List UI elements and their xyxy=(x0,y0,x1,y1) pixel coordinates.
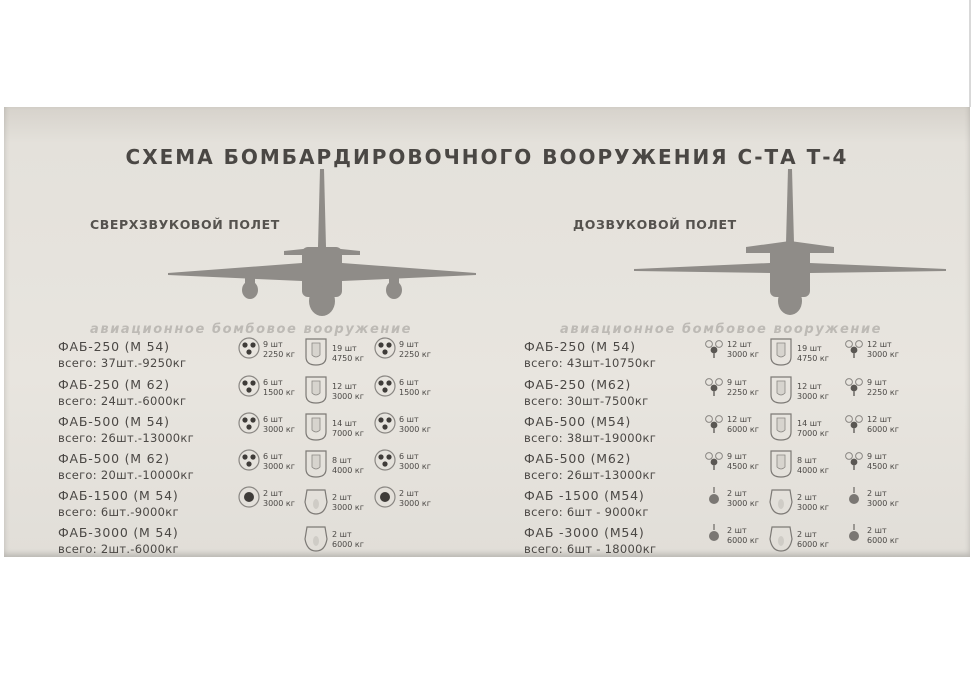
bomb-count: 6 шт xyxy=(263,378,283,387)
bomb-count: 12 шт xyxy=(867,415,892,424)
bomb-mass: 6000 кг xyxy=(332,540,364,549)
bomb-load-text xyxy=(867,415,899,435)
bomb-row-label xyxy=(58,488,179,519)
aircraft-subsonic-icon xyxy=(632,169,948,319)
fuselage-bay-icon xyxy=(768,449,794,483)
bomb-load-text xyxy=(727,340,759,360)
bomb-load-cell xyxy=(238,375,295,401)
bomb-load-text xyxy=(867,526,899,546)
bomb-load-cell xyxy=(768,486,829,520)
bomb-mass: 4000 кг xyxy=(332,466,364,475)
pylon-cluster-icon xyxy=(704,412,724,438)
bomb-mass: 3000 кг xyxy=(399,462,431,471)
right-section-title: авиационное бомбовое вооружение xyxy=(560,322,883,337)
bomb-load-cell xyxy=(374,375,431,401)
bomb-load-cell xyxy=(374,412,431,438)
bomb-mass: 3000 кг xyxy=(867,350,899,359)
bomb-type: ФАБ-500 (М 54) xyxy=(58,414,170,429)
bomb-load-text xyxy=(399,415,431,435)
bomb-count: 2 шт xyxy=(399,489,419,498)
bomb-count: 9 шт xyxy=(727,452,747,461)
bomb-row-label xyxy=(524,488,649,519)
bomb-load-cell xyxy=(768,412,829,446)
bomb-mass: 1500 кг xyxy=(399,388,431,397)
bomb-total: всего: 38шт-19000кг xyxy=(524,431,657,445)
bomb-count: 2 шт xyxy=(867,489,887,498)
bomb-row-label xyxy=(58,525,179,556)
bomb-load-cell xyxy=(844,375,899,401)
bomb-load-cell xyxy=(844,337,899,363)
bomb-count: 2 шт xyxy=(797,530,817,539)
bomb-row-label xyxy=(58,377,186,408)
bomb-mass: 4500 кг xyxy=(867,462,899,471)
bomb-mass: 3000 кг xyxy=(263,425,295,434)
bomb-load-text xyxy=(332,382,364,402)
bomb-mass: 3000 кг xyxy=(332,392,364,401)
pylon-cluster-icon xyxy=(844,375,864,401)
bomb-count: 8 шт xyxy=(797,456,817,465)
triple-cluster-icon xyxy=(374,337,396,363)
bomb-mass: 7000 кг xyxy=(332,429,364,438)
bomb-mass: 4750 кг xyxy=(332,354,364,363)
bomb-load-text xyxy=(263,340,295,360)
bomb-mass: 3000 кг xyxy=(399,425,431,434)
bomb-load-text xyxy=(727,452,759,472)
bomb-total: всего: 43шт-10750кг xyxy=(524,356,657,370)
photo-sheet xyxy=(4,107,970,557)
bomb-row-label xyxy=(58,414,194,445)
bomb-count: 14 шт xyxy=(332,419,357,428)
bomb-mass: 6000 кг xyxy=(797,540,829,549)
pylon-cluster-icon xyxy=(844,337,864,363)
fuselage-bay-icon xyxy=(303,412,329,446)
bomb-load-cell xyxy=(303,412,364,446)
bomb-total: всего: 30шт-7500кг xyxy=(524,394,649,408)
bomb-total: всего: 6шт - 9000кг xyxy=(524,505,649,519)
bomb-load-text xyxy=(332,456,364,476)
bomb-mass: 4500 кг xyxy=(727,462,759,471)
bomb-count: 9 шт xyxy=(263,340,283,349)
bomb-load-text xyxy=(797,493,829,513)
bomb-load-text xyxy=(797,344,829,364)
bomb-load-text xyxy=(727,378,759,398)
bomb-type: ФАБ-1500 (М 54) xyxy=(58,488,179,503)
bomb-load-cell xyxy=(704,486,759,512)
bomb-load-text xyxy=(332,493,364,513)
pylon-single-icon xyxy=(844,523,864,549)
bomb-row-label xyxy=(524,377,648,408)
bomb-count: 6 шт xyxy=(399,378,419,387)
left-section-title: авиационное бомбовое вооружение xyxy=(90,322,413,337)
pylon-cluster-icon xyxy=(704,449,724,475)
fuselage-bay-icon xyxy=(303,375,329,409)
bomb-row-label xyxy=(524,414,656,445)
bomb-count: 6 шт xyxy=(263,415,283,424)
bomb-total: всего: 26шт.-13000кг xyxy=(58,431,195,445)
bomb-load-text xyxy=(797,456,829,476)
aircraft-supersonic-icon xyxy=(162,169,482,319)
bomb-load-text xyxy=(399,340,431,360)
bomb-mass: 3000 кг xyxy=(797,392,829,401)
bomb-load-text xyxy=(727,415,759,435)
triple-cluster-icon xyxy=(374,412,396,438)
bomb-row-label xyxy=(524,339,656,370)
bomb-load-cell xyxy=(238,412,295,438)
bomb-load-cell xyxy=(238,449,295,475)
bomb-load-text xyxy=(332,344,364,364)
bomb-mass: 4000 кг xyxy=(797,466,829,475)
bomb-load-text xyxy=(797,382,829,402)
fuselage-bay-icon xyxy=(768,337,794,371)
bomb-count: 2 шт xyxy=(263,489,283,498)
fuselage-bay-icon xyxy=(768,412,794,446)
bomb-count: 19 шт xyxy=(797,344,822,353)
bomb-mass: 1500 кг xyxy=(263,388,295,397)
fuselage-round-icon xyxy=(303,523,329,557)
bomb-load-cell xyxy=(768,375,829,409)
bomb-load-text xyxy=(399,489,431,509)
bomb-load-cell xyxy=(303,523,364,557)
fuselage-bay-icon xyxy=(303,449,329,483)
bomb-type: ФАБ-250 (М 54) xyxy=(524,339,636,354)
bomb-load-cell xyxy=(768,449,829,483)
bomb-count: 9 шт xyxy=(399,340,419,349)
bomb-mass: 6000 кг xyxy=(727,536,759,545)
triple-cluster-icon xyxy=(374,375,396,401)
bomb-total: всего: 2шт.-6000кг xyxy=(58,542,179,556)
bomb-mass: 3000 кг xyxy=(263,499,295,508)
bomb-mass: 3000 кг xyxy=(263,462,295,471)
bomb-load-text xyxy=(263,415,295,435)
bomb-count: 2 шт xyxy=(727,489,747,498)
bomb-type: ФАБ-3000 (М 54) xyxy=(58,525,179,540)
bomb-count: 6 шт xyxy=(399,452,419,461)
bomb-count: 2 шт xyxy=(797,493,817,502)
bomb-type: ФАБ-250 (М62) xyxy=(524,377,632,392)
bomb-load-text xyxy=(867,340,899,360)
bomb-mass: 3000 кг xyxy=(867,499,899,508)
pylon-cluster-icon xyxy=(704,337,724,363)
bomb-load-text xyxy=(727,526,759,546)
bomb-load-text xyxy=(727,489,759,509)
bomb-load-text xyxy=(399,378,431,398)
triple-cluster-icon xyxy=(238,449,260,475)
bomb-total: всего: 6шт - 18000кг xyxy=(524,542,657,556)
bomb-type: ФАБ-500 (М 62) xyxy=(58,451,170,466)
bomb-count: 6 шт xyxy=(263,452,283,461)
bomb-count: 12 шт xyxy=(867,340,892,349)
bomb-load-text xyxy=(332,419,364,439)
flight-mode-supersonic: СВЕРХЗВУКОВОЙ ПОЛЕТ xyxy=(90,217,280,232)
bomb-load-text xyxy=(263,489,295,509)
bomb-load-cell xyxy=(768,523,829,557)
bomb-load-cell xyxy=(704,523,759,549)
bomb-total: всего: 20шт.-10000кг xyxy=(58,468,195,482)
triple-cluster-icon xyxy=(238,375,260,401)
bomb-type: ФАБ-250 (М 62) xyxy=(58,377,170,392)
bomb-load-cell xyxy=(303,337,364,371)
bomb-mass: 3000 кг xyxy=(797,503,829,512)
bomb-load-cell xyxy=(844,449,899,475)
fuselage-bay-icon xyxy=(303,337,329,371)
bomb-count: 9 шт xyxy=(867,378,887,387)
bomb-mass: 4750 кг xyxy=(797,354,829,363)
bomb-load-cell xyxy=(844,523,899,549)
bomb-count: 8 шт xyxy=(332,456,352,465)
bomb-load-cell xyxy=(303,449,364,483)
bomb-mass: 3000 кг xyxy=(727,350,759,359)
bomb-load-text xyxy=(263,378,295,398)
bomb-type: ФАБ -3000 (М54) xyxy=(524,525,645,540)
pylon-single-icon xyxy=(844,486,864,512)
bomb-count: 2 шт xyxy=(867,526,887,535)
bomb-total: всего: 37шт.-9250кг xyxy=(58,356,187,370)
flight-mode-subsonic: ДОЗВУКОВОЙ ПОЛЕТ xyxy=(573,217,737,232)
bomb-load-cell xyxy=(238,486,295,512)
bomb-load-text xyxy=(332,530,364,550)
bomb-load-cell xyxy=(704,375,759,401)
bomb-load-cell xyxy=(704,337,759,363)
single-bomb-icon xyxy=(374,486,396,512)
pylon-single-icon xyxy=(704,523,724,549)
bomb-mass: 6000 кг xyxy=(867,536,899,545)
bomb-mass: 3000 кг xyxy=(399,499,431,508)
bomb-count: 2 шт xyxy=(332,493,352,502)
fuselage-round-icon xyxy=(303,486,329,520)
bomb-mass: 2250 кг xyxy=(867,388,899,397)
bomb-count: 12 шт xyxy=(797,382,822,391)
pylon-cluster-icon xyxy=(844,412,864,438)
bomb-load-cell xyxy=(238,337,295,363)
bomb-row-label xyxy=(58,451,194,482)
single-bomb-icon xyxy=(238,486,260,512)
bomb-row-label xyxy=(524,451,656,482)
bomb-load-text xyxy=(867,489,899,509)
bomb-mass: 3000 кг xyxy=(332,503,364,512)
pylon-cluster-icon xyxy=(844,449,864,475)
bomb-total: всего: 26шт-13000кг xyxy=(524,468,657,482)
bomb-load-text xyxy=(399,452,431,472)
bomb-total: всего: 24шт.-6000кг xyxy=(58,394,187,408)
pylon-single-icon xyxy=(704,486,724,512)
bomb-load-cell xyxy=(768,337,829,371)
bomb-load-cell xyxy=(374,486,431,512)
bomb-count: 19 шт xyxy=(332,344,357,353)
bomb-mass: 6000 кг xyxy=(867,425,899,434)
bomb-load-cell xyxy=(303,375,364,409)
bomb-load-text xyxy=(867,452,899,472)
bomb-count: 6 шт xyxy=(399,415,419,424)
bomb-count: 12 шт xyxy=(727,415,752,424)
bomb-load-cell xyxy=(844,486,899,512)
bomb-type: ФАБ-500 (М62) xyxy=(524,451,632,466)
bomb-count: 9 шт xyxy=(727,378,747,387)
bomb-mass: 3000 кг xyxy=(727,499,759,508)
page-title: СХЕМА БОМБАРДИРОВОЧНОГО ВООРУЖЕНИЯ С-ТА Т-4 xyxy=(125,145,849,169)
bomb-total: всего: 6шт.-9000кг xyxy=(58,505,179,519)
bomb-load-cell xyxy=(704,449,759,475)
bomb-mass: 7000 кг xyxy=(797,429,829,438)
bomb-mass: 2250 кг xyxy=(263,350,295,359)
bomb-load-text xyxy=(797,419,829,439)
fuselage-round-icon xyxy=(768,523,794,557)
bomb-row-label xyxy=(524,525,656,556)
triple-cluster-icon xyxy=(238,337,260,363)
bomb-type: ФАБ-250 (М 54) xyxy=(58,339,170,354)
bomb-load-text xyxy=(797,530,829,550)
bomb-load-text xyxy=(867,378,899,398)
bomb-count: 2 шт xyxy=(727,526,747,535)
fuselage-bay-icon xyxy=(768,375,794,409)
bomb-count: 9 шт xyxy=(867,452,887,461)
fuselage-round-icon xyxy=(768,486,794,520)
bomb-count: 12 шт xyxy=(727,340,752,349)
bomb-type: ФАБ -1500 (М54) xyxy=(524,488,645,503)
pylon-cluster-icon xyxy=(704,375,724,401)
bomb-load-cell xyxy=(374,449,431,475)
bomb-type: ФАБ-500 (М54) xyxy=(524,414,632,429)
bomb-mass: 6000 кг xyxy=(727,425,759,434)
bomb-mass: 2250 кг xyxy=(399,350,431,359)
bomb-count: 14 шт xyxy=(797,419,822,428)
triple-cluster-icon xyxy=(238,412,260,438)
bomb-mass: 2250 кг xyxy=(727,388,759,397)
bomb-load-text xyxy=(263,452,295,472)
bomb-count: 2 шт xyxy=(332,530,352,539)
bomb-load-cell xyxy=(844,412,899,438)
bomb-row-label xyxy=(58,339,186,370)
bomb-load-cell xyxy=(704,412,759,438)
bomb-count: 12 шт xyxy=(332,382,357,391)
triple-cluster-icon xyxy=(374,449,396,475)
bomb-load-cell xyxy=(374,337,431,363)
bomb-load-cell xyxy=(303,486,364,520)
